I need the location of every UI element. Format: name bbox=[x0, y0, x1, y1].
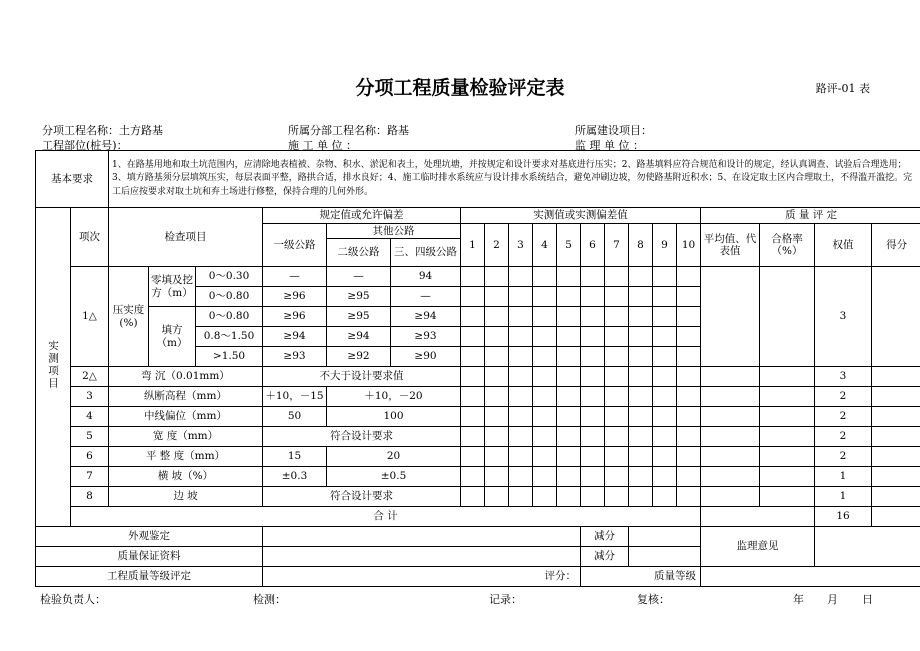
measure-cell[interactable] bbox=[461, 487, 485, 507]
measure-cell[interactable] bbox=[629, 427, 653, 447]
avg-cell[interactable] bbox=[701, 367, 760, 387]
measure-cell[interactable] bbox=[533, 327, 557, 347]
appearance-label: 外观鉴定 bbox=[36, 527, 263, 547]
measure-cell[interactable] bbox=[509, 467, 533, 487]
measure-cell[interactable] bbox=[485, 287, 509, 307]
measure-cell[interactable] bbox=[461, 307, 485, 327]
deduct-label-1: 减分 bbox=[581, 527, 629, 547]
col-5: 5 bbox=[557, 224, 581, 267]
measure-cell[interactable] bbox=[581, 347, 605, 367]
other-roads-header: 其他公路 bbox=[327, 224, 461, 239]
supervisor-opinion-cell[interactable] bbox=[815, 527, 920, 567]
grade-eval-label: 工程质量等级评定 bbox=[36, 567, 263, 587]
measure-cell[interactable] bbox=[581, 407, 605, 427]
score-cell[interactable] bbox=[872, 427, 920, 447]
measure-cell[interactable] bbox=[581, 327, 605, 347]
measure-cell[interactable] bbox=[581, 367, 605, 387]
weight-cell: 2 bbox=[815, 447, 872, 467]
measure-cell[interactable] bbox=[509, 427, 533, 447]
pass-rate-cell[interactable] bbox=[760, 427, 815, 447]
col-3: 3 bbox=[509, 224, 533, 267]
compaction-no: 1△ bbox=[71, 267, 109, 367]
measure-cell[interactable] bbox=[653, 367, 677, 387]
measure-cell[interactable] bbox=[629, 447, 653, 467]
measure-cell[interactable] bbox=[677, 287, 701, 307]
spec-cell: ≥92 bbox=[327, 347, 391, 367]
sub-project-name: 分项工程名称：土方路基 bbox=[42, 124, 163, 137]
avg-cell[interactable] bbox=[701, 447, 760, 467]
item-no-header: 项次 bbox=[71, 208, 109, 267]
measure-cell[interactable] bbox=[653, 487, 677, 507]
basic-requirements-label: 基本要求 bbox=[36, 151, 109, 208]
item-spec-other: ＋10，－20 bbox=[327, 387, 461, 407]
measure-cell[interactable] bbox=[629, 267, 653, 287]
measure-cell[interactable] bbox=[533, 407, 557, 427]
pass-rate-cell[interactable] bbox=[760, 467, 815, 487]
measure-cell[interactable] bbox=[485, 407, 509, 427]
measure-cell[interactable] bbox=[557, 287, 581, 307]
item-spec-g1: ＋10，－15 bbox=[263, 387, 327, 407]
measure-cell[interactable] bbox=[557, 467, 581, 487]
measure-cell[interactable] bbox=[533, 467, 557, 487]
measure-cell[interactable] bbox=[461, 327, 485, 347]
item-name: 弯 沉（0.01mm） bbox=[109, 367, 263, 387]
measure-cell[interactable] bbox=[485, 347, 509, 367]
measure-cell[interactable] bbox=[629, 387, 653, 407]
measure-cell[interactable] bbox=[605, 367, 629, 387]
contractor: 施 工 单 位 ： bbox=[288, 139, 357, 152]
grade1-header: 一级公路 bbox=[263, 224, 327, 267]
measure-cell[interactable] bbox=[653, 267, 677, 287]
measure-cell[interactable] bbox=[581, 427, 605, 447]
item-name: 横 坡（%） bbox=[109, 467, 263, 487]
avg-cell[interactable] bbox=[701, 267, 760, 367]
measure-cell[interactable] bbox=[629, 407, 653, 427]
item-name: 纵断高程（mm） bbox=[109, 387, 263, 407]
measure-cell[interactable] bbox=[629, 287, 653, 307]
weight-cell: 1 bbox=[815, 487, 872, 507]
depth-cell: 0～0.80 bbox=[196, 307, 263, 327]
item-name: 宽 度（mm） bbox=[109, 427, 263, 447]
measure-cell[interactable] bbox=[605, 307, 629, 327]
item-spec-other: 100 bbox=[327, 407, 461, 427]
year-label: 年 bbox=[793, 593, 804, 606]
measure-cell[interactable] bbox=[485, 467, 509, 487]
total-label: 合 计 bbox=[71, 507, 701, 527]
spec-cell: — bbox=[327, 267, 391, 287]
measure-cell[interactable] bbox=[509, 447, 533, 467]
measure-cell[interactable] bbox=[509, 367, 533, 387]
measure-cell[interactable] bbox=[605, 267, 629, 287]
spec-cell: ≥90 bbox=[391, 347, 461, 367]
item-no: 5 bbox=[71, 427, 109, 447]
measure-cell[interactable] bbox=[509, 347, 533, 367]
measure-cell[interactable] bbox=[485, 327, 509, 347]
item-spec: 符合设计要求 bbox=[263, 487, 461, 507]
measure-cell[interactable] bbox=[581, 307, 605, 327]
measure-cell[interactable] bbox=[653, 467, 677, 487]
measure-cell[interactable] bbox=[461, 267, 485, 287]
measure-cell[interactable] bbox=[581, 447, 605, 467]
measure-cell[interactable] bbox=[677, 347, 701, 367]
measure-cell[interactable] bbox=[581, 467, 605, 487]
tester-label: 检测： bbox=[253, 593, 286, 606]
measure-cell[interactable] bbox=[629, 487, 653, 507]
score-cell[interactable] bbox=[872, 487, 920, 507]
measure-cell[interactable] bbox=[533, 307, 557, 327]
form-code: 路评-01 表 bbox=[815, 82, 870, 95]
measure-cell[interactable] bbox=[605, 287, 629, 307]
avg-cell[interactable] bbox=[701, 427, 760, 447]
basic-requirements-text: 1、在路基用地和取土坑范围内，应清除地表植被、杂物、积水、淤泥和表土，处理坑塘，并按规定和设计要求对基底进行压实；2、路基填料应符合规范和设计的规定，经认真调查、试验后合理选用；3、填方路基须分层填筑压实，每层表面平整，路拱合适，排水良好；4、施工临时排水系统应与设计排水系统结合，避免冲刷边坡，勿使路基附近积水；5、在设定取土区内合理取土，不得滥开滥挖。完工后应按要求对取土坑和弃土场进行修整，保持合理的几何外形。 bbox=[109, 151, 920, 208]
measured-items-label: 实测项目 bbox=[47, 340, 60, 391]
measure-cell[interactable] bbox=[605, 347, 629, 367]
measure-cell[interactable] bbox=[677, 487, 701, 507]
measure-cell[interactable] bbox=[533, 347, 557, 367]
score-cell[interactable] bbox=[872, 387, 920, 407]
avg-cell[interactable] bbox=[701, 467, 760, 487]
pass-rate-cell[interactable] bbox=[760, 267, 815, 367]
measure-cell[interactable] bbox=[653, 327, 677, 347]
measure-cell[interactable] bbox=[581, 287, 605, 307]
form-title: 分项工程质量检验评定表 bbox=[355, 77, 565, 99]
score-cell[interactable] bbox=[872, 367, 920, 387]
measure-cell[interactable] bbox=[461, 407, 485, 427]
score-cell[interactable] bbox=[872, 407, 920, 427]
quality-grade-label: 质量等级 bbox=[581, 567, 701, 587]
measure-cell[interactable] bbox=[605, 467, 629, 487]
weight-cell: 3 bbox=[815, 267, 872, 367]
measure-cell[interactable] bbox=[557, 427, 581, 447]
depth-cell: 0～0.30 bbox=[196, 267, 263, 287]
compaction-label: 压实度(%) bbox=[109, 267, 149, 367]
pass-rate-header: 合格率（%） bbox=[760, 224, 815, 267]
col-8: 8 bbox=[629, 224, 653, 267]
measure-cell[interactable] bbox=[629, 347, 653, 367]
item-spec-g1: ±0.3 bbox=[263, 467, 327, 487]
deduct-cell-2[interactable] bbox=[629, 547, 701, 567]
measure-cell[interactable] bbox=[461, 347, 485, 367]
col-1: 1 bbox=[461, 224, 485, 267]
spec-cell: ≥94 bbox=[327, 327, 391, 347]
check-item-header: 检查项目 bbox=[109, 208, 263, 267]
measure-cell[interactable] bbox=[533, 427, 557, 447]
total-weight: 16 bbox=[815, 507, 872, 527]
item-name: 平 整 度（mm） bbox=[109, 447, 263, 467]
spec-header: 规定值或允许偏差 bbox=[263, 208, 461, 224]
spec-cell: ≥93 bbox=[263, 347, 327, 367]
division-name: 所属分部工程名称：路基 bbox=[288, 124, 409, 137]
avg-cell[interactable] bbox=[701, 387, 760, 407]
construction-project: 所属建设项目： bbox=[575, 124, 652, 137]
col-4: 4 bbox=[533, 224, 557, 267]
weight-cell: 3 bbox=[815, 367, 872, 387]
measure-cell[interactable] bbox=[509, 267, 533, 287]
measure-cell[interactable] bbox=[461, 447, 485, 467]
weight-cell: 2 bbox=[815, 407, 872, 427]
item-spec: 符合设计要求 bbox=[263, 427, 461, 447]
inspection-table bbox=[35, 150, 920, 587]
measure-cell[interactable] bbox=[605, 407, 629, 427]
spec-cell: 94 bbox=[391, 267, 461, 287]
measure-cell[interactable] bbox=[533, 387, 557, 407]
score-cell[interactable] bbox=[872, 447, 920, 467]
spec-cell: — bbox=[263, 267, 327, 287]
measure-cell[interactable] bbox=[557, 267, 581, 287]
measure-cell[interactable] bbox=[629, 307, 653, 327]
measure-cell[interactable] bbox=[677, 367, 701, 387]
item-no: 7 bbox=[71, 467, 109, 487]
weight-cell: 2 bbox=[815, 387, 872, 407]
measure-cell[interactable] bbox=[677, 387, 701, 407]
quality-grade-cell[interactable] bbox=[701, 567, 920, 587]
depth-cell: >1.50 bbox=[196, 347, 263, 367]
measure-cell[interactable] bbox=[629, 467, 653, 487]
section-label bbox=[36, 208, 71, 527]
measure-cell[interactable] bbox=[677, 407, 701, 427]
col-7: 7 bbox=[605, 224, 629, 267]
spec-cell: ≥95 bbox=[327, 307, 391, 327]
measure-cell[interactable] bbox=[485, 267, 509, 287]
item-spec-other: 20 bbox=[327, 447, 461, 467]
item-no: 2△ bbox=[71, 367, 109, 387]
pass-rate-cell[interactable] bbox=[760, 387, 815, 407]
measure-cell[interactable] bbox=[629, 367, 653, 387]
grade34-header: 三、四级公路 bbox=[391, 239, 461, 267]
item-spec-g1: 50 bbox=[263, 407, 327, 427]
measure-cell[interactable] bbox=[557, 307, 581, 327]
item-name: 中线偏位（mm） bbox=[109, 407, 263, 427]
spec-cell: ≥94 bbox=[263, 327, 327, 347]
item-spec-g1: 15 bbox=[263, 447, 327, 467]
measure-cell[interactable] bbox=[509, 387, 533, 407]
measure-cell[interactable] bbox=[605, 387, 629, 407]
pass-rate-cell[interactable] bbox=[760, 407, 815, 427]
measure-cell[interactable] bbox=[557, 447, 581, 467]
measure-cell[interactable] bbox=[533, 487, 557, 507]
measure-cell[interactable] bbox=[557, 347, 581, 367]
measure-cell[interactable] bbox=[581, 387, 605, 407]
pass-rate-cell[interactable] bbox=[760, 487, 815, 507]
measure-cell[interactable] bbox=[677, 327, 701, 347]
measure-cell[interactable] bbox=[461, 467, 485, 487]
zero-fill-label: 零填及挖方（m） bbox=[149, 267, 196, 307]
avg-header: 平均值、代表值 bbox=[701, 224, 760, 267]
supervisor: 监 理 单 位 ： bbox=[575, 139, 644, 152]
score-cell[interactable] bbox=[872, 267, 920, 367]
month-label: 月 bbox=[827, 593, 838, 606]
total-score-cell[interactable] bbox=[872, 507, 920, 527]
project-location: 工程部位(桩号)： bbox=[42, 139, 128, 152]
measure-cell[interactable] bbox=[557, 387, 581, 407]
measure-cell[interactable] bbox=[485, 427, 509, 447]
col-2: 2 bbox=[485, 224, 509, 267]
appearance-cell[interactable] bbox=[263, 527, 581, 547]
quality-docs-label: 质量保证资料 bbox=[36, 547, 263, 567]
measure-cell[interactable] bbox=[557, 407, 581, 427]
item-no: 4 bbox=[71, 407, 109, 427]
measure-cell[interactable] bbox=[653, 387, 677, 407]
measure-cell[interactable] bbox=[605, 327, 629, 347]
grade2-header: 二级公路 bbox=[327, 239, 391, 267]
measure-cell[interactable] bbox=[653, 447, 677, 467]
score-cell[interactable] bbox=[872, 467, 920, 487]
measure-cell[interactable] bbox=[533, 447, 557, 467]
measure-cell[interactable] bbox=[605, 427, 629, 447]
item-no: 8 bbox=[71, 487, 109, 507]
col-6: 6 bbox=[581, 224, 605, 267]
total-quality-cell[interactable] bbox=[701, 507, 815, 527]
measure-cell[interactable] bbox=[677, 447, 701, 467]
spec-cell: ≥96 bbox=[263, 287, 327, 307]
measure-cell[interactable] bbox=[509, 287, 533, 307]
pass-rate-cell[interactable] bbox=[760, 447, 815, 467]
spec-cell: ≥96 bbox=[263, 307, 327, 327]
measure-cell[interactable] bbox=[485, 487, 509, 507]
item-no: 6 bbox=[71, 447, 109, 467]
measure-cell[interactable] bbox=[557, 367, 581, 387]
measure-cell[interactable] bbox=[557, 327, 581, 347]
measure-cell[interactable] bbox=[461, 287, 485, 307]
item-no: 3 bbox=[71, 387, 109, 407]
avg-cell[interactable] bbox=[701, 407, 760, 427]
quality-header: 质 量 评 定 bbox=[701, 208, 920, 224]
spec-cell: — bbox=[391, 287, 461, 307]
deduct-cell-1[interactable] bbox=[629, 527, 701, 547]
measure-cell[interactable] bbox=[485, 367, 509, 387]
measure-cell[interactable] bbox=[509, 327, 533, 347]
measure-cell[interactable] bbox=[533, 267, 557, 287]
weight-cell: 1 bbox=[815, 467, 872, 487]
avg-cell[interactable] bbox=[701, 487, 760, 507]
measure-cell[interactable] bbox=[581, 267, 605, 287]
spec-cell: ≥95 bbox=[327, 287, 391, 307]
fill-label: 填方（m） bbox=[149, 307, 196, 367]
measured-header: 实测值或实测偏差值 bbox=[461, 208, 701, 224]
measure-cell[interactable] bbox=[677, 467, 701, 487]
spec-cell: ≥94 bbox=[391, 307, 461, 327]
measure-cell[interactable] bbox=[557, 487, 581, 507]
day-label: 日 bbox=[862, 593, 873, 606]
spec-cell: ≥93 bbox=[391, 327, 461, 347]
depth-cell: 0～0.80 bbox=[196, 287, 263, 307]
inspector-label: 检验负责人： bbox=[40, 593, 106, 606]
weight-cell: 2 bbox=[815, 427, 872, 447]
pass-rate-cell[interactable] bbox=[760, 367, 815, 387]
measure-cell[interactable] bbox=[677, 267, 701, 287]
measure-cell[interactable] bbox=[509, 307, 533, 327]
measure-cell[interactable] bbox=[581, 487, 605, 507]
depth-cell: 0.8～1.50 bbox=[196, 327, 263, 347]
quality-docs-cell[interactable] bbox=[263, 547, 581, 567]
col-10: 10 bbox=[677, 224, 701, 267]
measure-cell[interactable] bbox=[629, 327, 653, 347]
measure-cell[interactable] bbox=[461, 367, 485, 387]
item-spec-other: ±0.5 bbox=[327, 467, 461, 487]
measure-cell[interactable] bbox=[653, 407, 677, 427]
reviewer-label: 复核： bbox=[637, 593, 670, 606]
measure-cell[interactable] bbox=[461, 427, 485, 447]
score-label: 评分： bbox=[263, 567, 581, 587]
supervisor-opinion-label: 监理意见 bbox=[701, 527, 815, 567]
measure-cell[interactable] bbox=[605, 447, 629, 467]
measure-cell[interactable] bbox=[461, 387, 485, 407]
weight-header: 权值 bbox=[815, 224, 872, 267]
item-name: 边 坡 bbox=[109, 487, 263, 507]
measure-cell[interactable] bbox=[653, 427, 677, 447]
measure-cell[interactable] bbox=[605, 487, 629, 507]
measure-cell[interactable] bbox=[653, 287, 677, 307]
measure-cell[interactable] bbox=[485, 387, 509, 407]
deduct-label-2: 减分 bbox=[581, 547, 629, 567]
measure-cell[interactable] bbox=[653, 347, 677, 367]
item-spec: 不大于设计要求值 bbox=[263, 367, 461, 387]
measure-cell[interactable] bbox=[533, 367, 557, 387]
measure-cell[interactable] bbox=[485, 447, 509, 467]
measure-cell[interactable] bbox=[533, 287, 557, 307]
score-header: 得分 bbox=[872, 224, 920, 267]
measure-cell[interactable] bbox=[677, 307, 701, 327]
measure-cell[interactable] bbox=[677, 427, 701, 447]
measure-cell[interactable] bbox=[509, 487, 533, 507]
measure-cell[interactable] bbox=[509, 407, 533, 427]
measure-cell[interactable] bbox=[653, 307, 677, 327]
recorder-label: 记录： bbox=[489, 593, 522, 606]
col-9: 9 bbox=[653, 224, 677, 267]
measure-cell[interactable] bbox=[485, 307, 509, 327]
